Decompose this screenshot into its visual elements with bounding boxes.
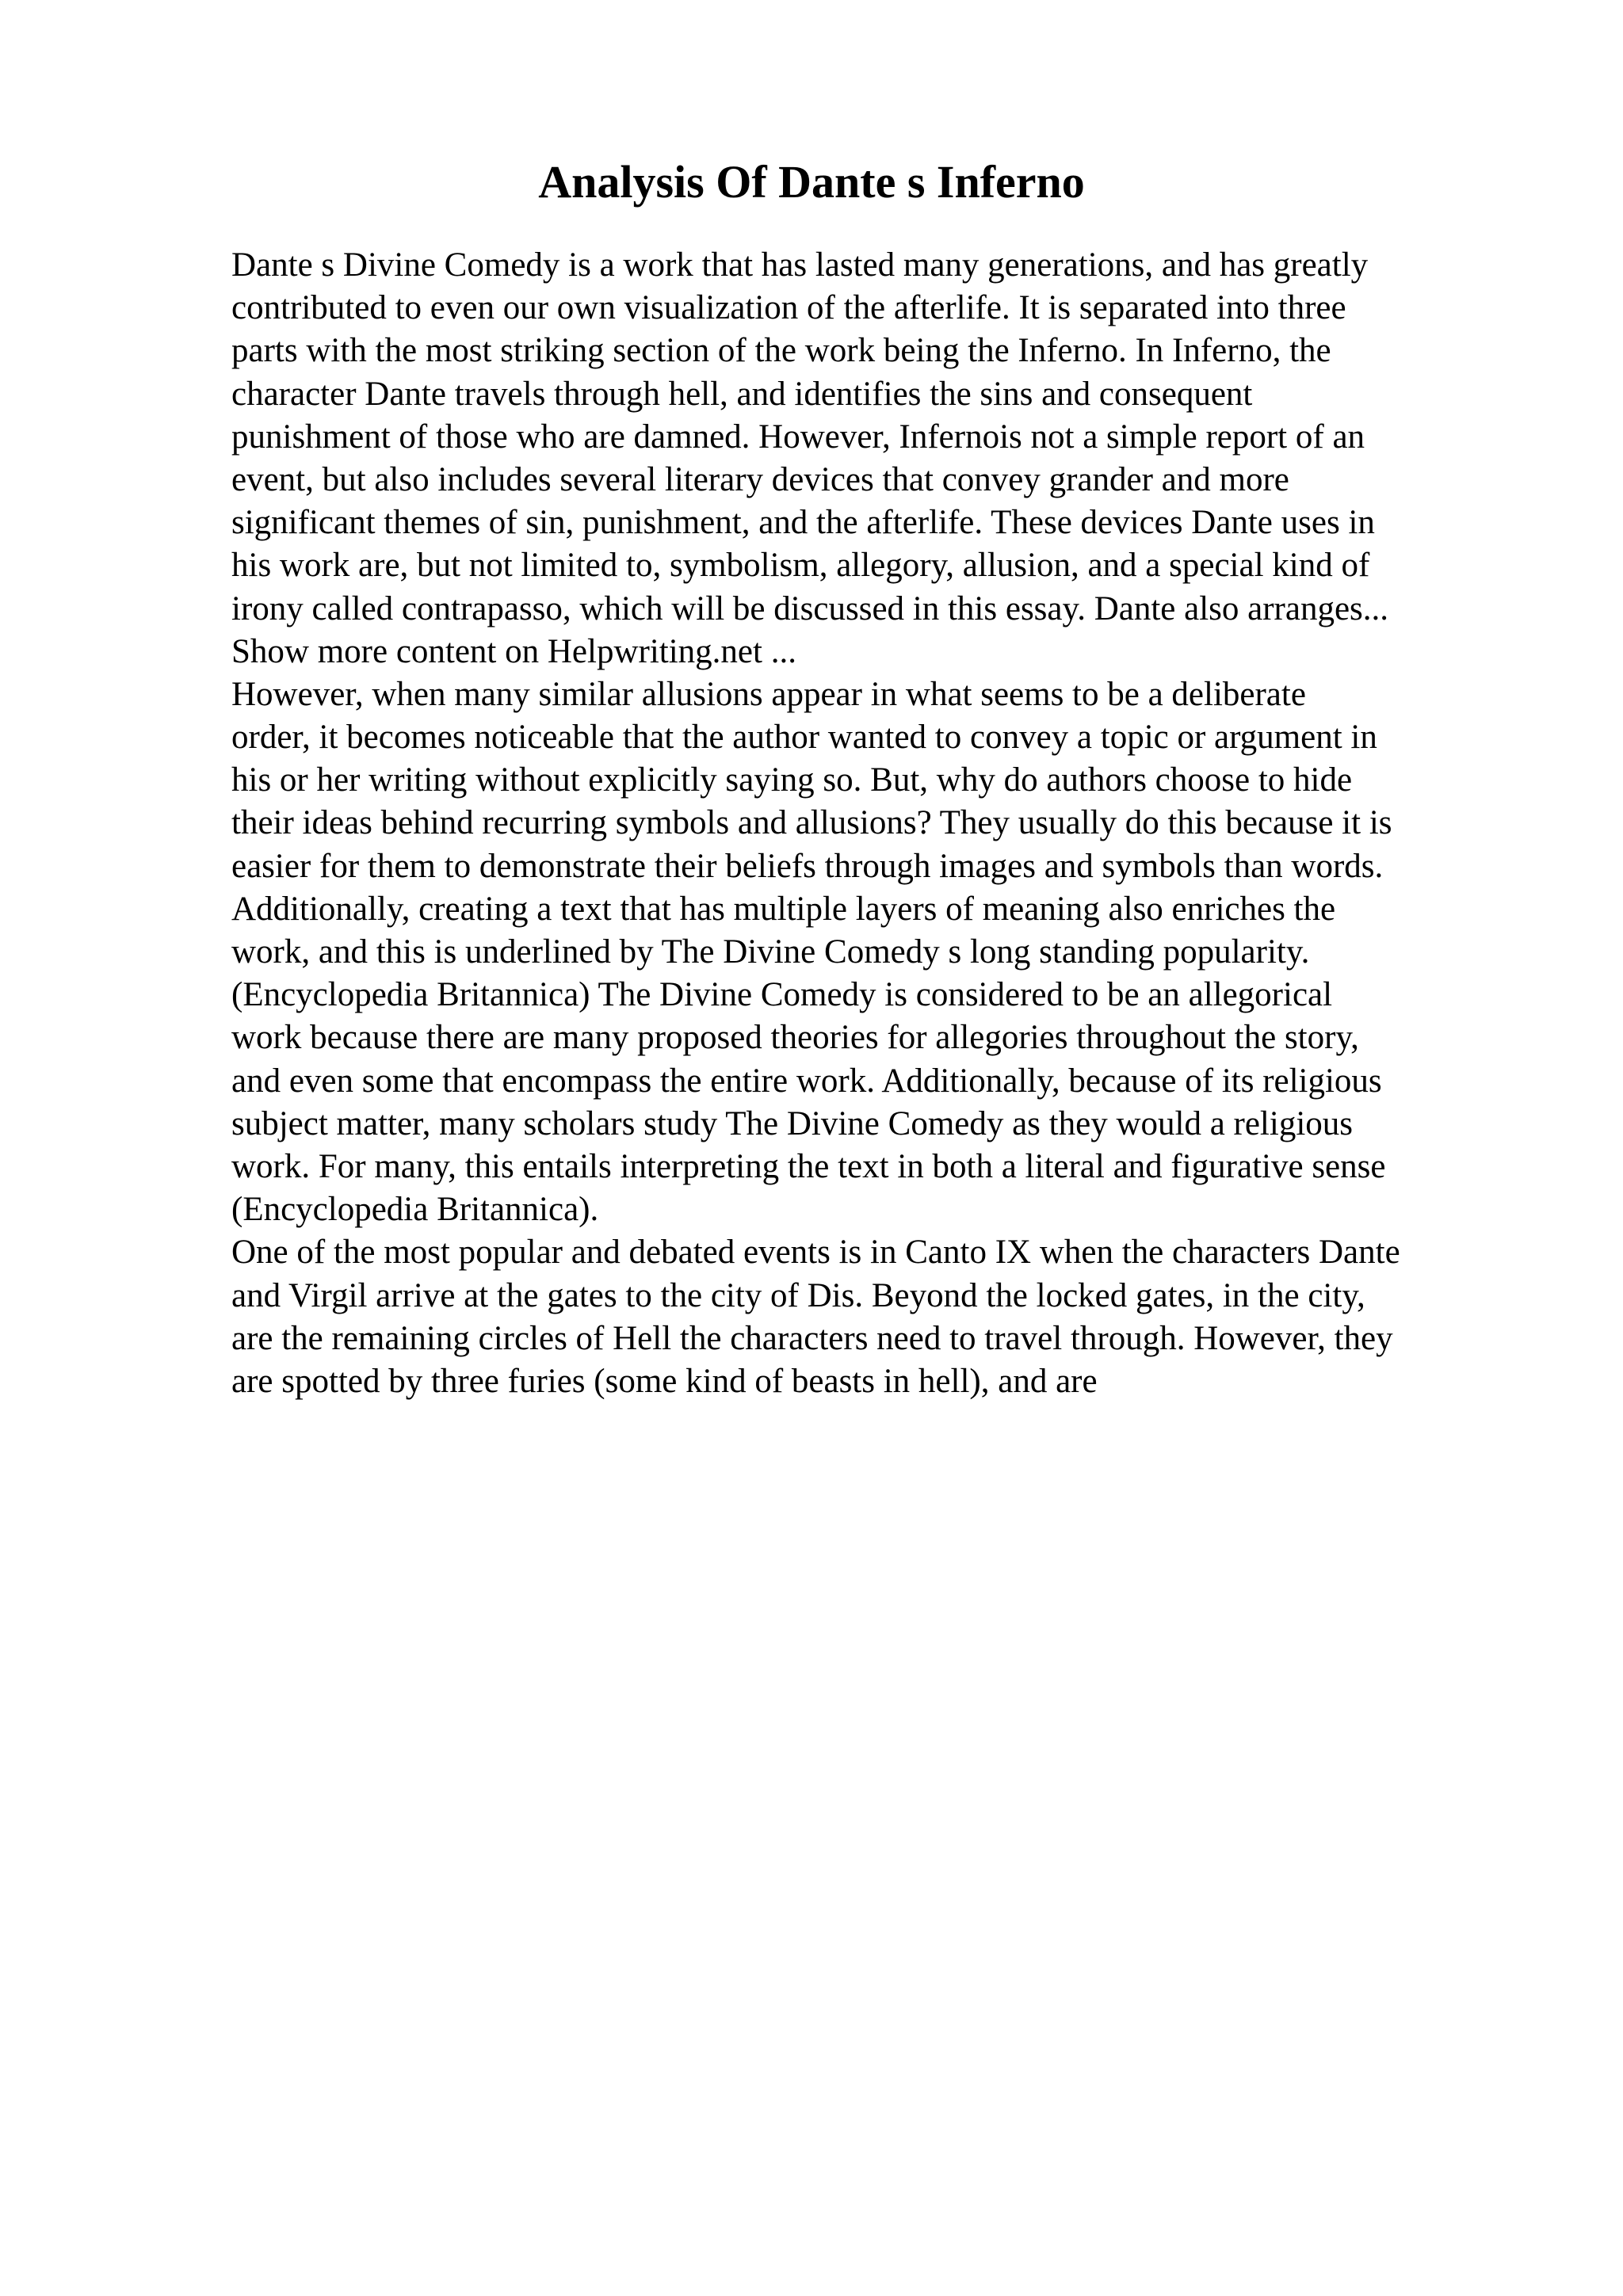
body-line: One of the most popular and debated events is in Canto IX when the characters Dante — [231, 1234, 1400, 1272]
body-line: parts with the most striking section of the work being the Inferno. In Inferno, the — [231, 332, 1331, 370]
show-more-line: Show more content on Helpwriting.net ... — [231, 632, 796, 670]
body-line: work because there are many proposed theories for allegories throughout the story, — [231, 1019, 1359, 1057]
body-line: and Virgil arrive at the gates to the city of Dis. Beyond the locked gates, in the city, — [231, 1276, 1365, 1314]
body-line: work, and this is underlined by The Divine Comedy s long standing popularity. — [231, 933, 1310, 971]
body-line: subject matter, many scholars study The Divine Comedy as they would a religious — [231, 1104, 1354, 1142]
body-line: easier for them to demonstrate their beliefs through images and symbols than words. — [231, 847, 1384, 885]
body-line: Dante s Divine Comedy is a work that has lasted many generations, and has greatly — [231, 246, 1369, 284]
body-line: character Dante travels through hell, and identifies the sins and consequent — [231, 375, 1253, 413]
body-line: their ideas behind recurring symbols and allusions? They usually do this because it is — [231, 804, 1392, 842]
body-line: order, it becomes noticeable that the author wanted to convey a topic or argument in — [231, 719, 1377, 757]
document-title: Analysis Of Dante s Inferno — [538, 156, 1085, 208]
body-line: are spotted by three furies (some kind of beasts in hell), and are — [231, 1362, 1098, 1400]
body-line: irony called contrapasso, which will be discussed in this essay. Dante also arranges... — [231, 589, 1389, 627]
body-line: work. For many, this entails interpreting the text in both a literal and figurative sense — [231, 1147, 1386, 1185]
body-line: his work are, but not limited to, symbolism, allegory, allusion, and a special kind of — [231, 547, 1370, 585]
document-body — [231, 244, 1515, 1403]
body-line: significant themes of sin, punishment, and the afterlife. These devices Dante uses in — [231, 504, 1375, 542]
body-line: (Encyclopedia Britannica). — [231, 1191, 599, 1229]
body-line: event, but also includes several literary devices that convey grander and more — [231, 460, 1289, 498]
body-line: Additionally, creating a text that has multiple layers of meaning also enriches the — [231, 890, 1336, 928]
body-line: contributed to even our own visualization of the afterlife. It is separated into three — [231, 289, 1346, 327]
body-line: However, when many similar allusions appear in what seems to be a deliberate — [231, 675, 1306, 713]
body-line: are the remaining circles of Hell the characters need to travel through. However, they — [231, 1319, 1393, 1357]
body-line: (Encyclopedia Britannica) The Divine Comedy is considered to be an allegorical — [231, 976, 1333, 1014]
body-line: and even some that encompass the entire work. Additionally, because of its religious — [231, 1062, 1382, 1100]
body-line: punishment of those who are damned. However, Infernois not a simple report of an — [231, 418, 1365, 456]
body-line: his or her writing without explicitly saying so. But, why do authors choose to hide — [231, 761, 1353, 799]
